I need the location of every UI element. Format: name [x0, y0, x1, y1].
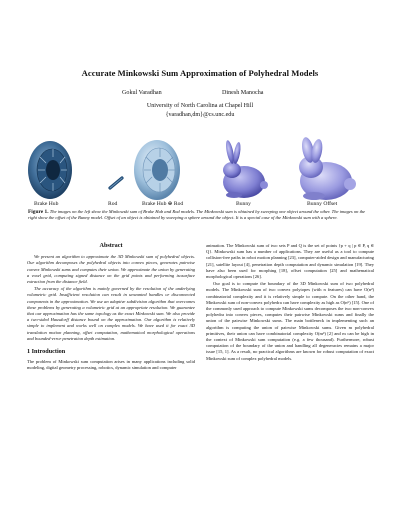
brake-hub-image — [28, 141, 72, 199]
teaser-figure — [20, 130, 380, 208]
author-list — [0, 90, 400, 100]
caption-text: The images on the left show the Minkowski sum of Brake Hub and Rod models. The Minkowski sum is obtained by sweeping one object around the other. The images on the right show the offset of the Bunny model. Offset of an object is obtained by sweeping a sphere around the object. It is a special case of the Minkowski sum with a sphere. — [28, 209, 366, 221]
abstract-heading: Abstract — [99, 242, 123, 249]
figure-renderings — [20, 130, 380, 202]
left-column — [27, 243, 195, 373]
body-paragraph: animation. The Minkowski sum of two sets P and Q is the set of points {p + q | p ∈ P, q ∈ Q}. Minkowski sum has a number of applications. They are useful as a tool to compute collision-free paths in robot motion planning [23], computer-aided design and manufacturing [21], satellite layout [4], penetration depth computation and dynamic simulation [19]. They have also been used for morphing [18], offset computation [25] and mathematical morphological operations [26]. — [206, 243, 374, 280]
body-paragraph: Our goal is to compute the boundary of the 3D Minkowski sum of two polyhedral models. The Minkowski sum of two convex polytopes (with n features) can have O(n²) combinatorial complexity and it is relatively simple to compute. On the other hand, the Minkowski sum of non-convex polyhedra can have complexity as high as O(n⁶) [15]. One of the commonly used approach to compute Minkowski sums decomposes the two non-convex polyhedra into convex pieces, computes their pairwise Minkowski sums and finally the union of the pairwise Minkowski sums. The main bottleneck in implementing such an algorithm is computing the union of pairwise Minkowski sums. Given m polyhedral primitives, their union can have combinatorial complexity O(m³) [2] and m can be high in the context of Minkowski sum computation (e.g. a few thousand). Furthermore, robust computation of the boundary of the union and handling all degeneracies remains a major issue [15, 1]. As a result, no practical algorithms are known for robust computation of exact Minkowski sum of complex polyhedral models. — [206, 281, 374, 361]
figure-caption — [28, 209, 374, 221]
figure-label: Bunny — [236, 201, 251, 207]
abstract-paragraph: We present an algorithm to approximate the 3D Minkowski sum of polyhedral objects. Our algorithm decomposes the polyhedral objects into convex pieces, generates pairwise convex Minkowski sums and computes their union. We approximate the union by generating a voxel grid, computing signed distance on the grid points and performing isosurface extraction from the distance field. — [27, 254, 195, 285]
figure-labels — [0, 201, 400, 209]
figure-number: Figure 1. — [28, 209, 49, 215]
affiliation: University of North Carolina at Chapel Hill — [146, 103, 254, 109]
minkowski-sum-image — [134, 140, 180, 200]
figure-label: Rod — [108, 201, 118, 207]
paper-title: Accurate Minkowski Sum Approximation of Polyhedral Models — [81, 68, 319, 78]
rod-image — [110, 178, 122, 188]
author-email: {varadhan,dm}@cs.unc.edu — [165, 112, 235, 118]
bunny-offset-image — [299, 136, 356, 200]
author-name: Dinesh Manocha — [222, 90, 264, 96]
author-name: Gokul Varadhan — [122, 90, 162, 96]
figure-label: Brake Hub ⊕ Rod — [142, 201, 184, 207]
abstract-paragraph: The accuracy of the algorithm is mainly governed by the resolution of the underlying volumetric grid. Insufficient resolution can result in unwanted handles or disconnected components in the approximation. We use an adaptive subdivision algorithm that overcomes these problems by generating a volumetric grid at an appropriate resolution. We guarantee that our approximation has the same topology as the exact Minkowski sum. We also provide a two-sided Hausdorff distance bound on the approximation. Our algorithm is relatively simple to implement and works well on complex models. We have used it for exact 3D translation motion planning, offset computation, mathematical morphological operations and bounded-error penetration depth estimation. — [27, 286, 195, 341]
bunny-image — [223, 140, 268, 198]
section-heading: 1 Introduction — [27, 348, 66, 356]
figure-label: Bunny Offset — [307, 201, 338, 207]
figure-label: Brake Hub — [34, 201, 59, 207]
right-column — [206, 243, 374, 363]
body-paragraph: The problem of Minkowski sum computation arises in many applications including solid modeling, digital geometry processing, robotics, dynamic simulation and computer — [27, 359, 195, 371]
